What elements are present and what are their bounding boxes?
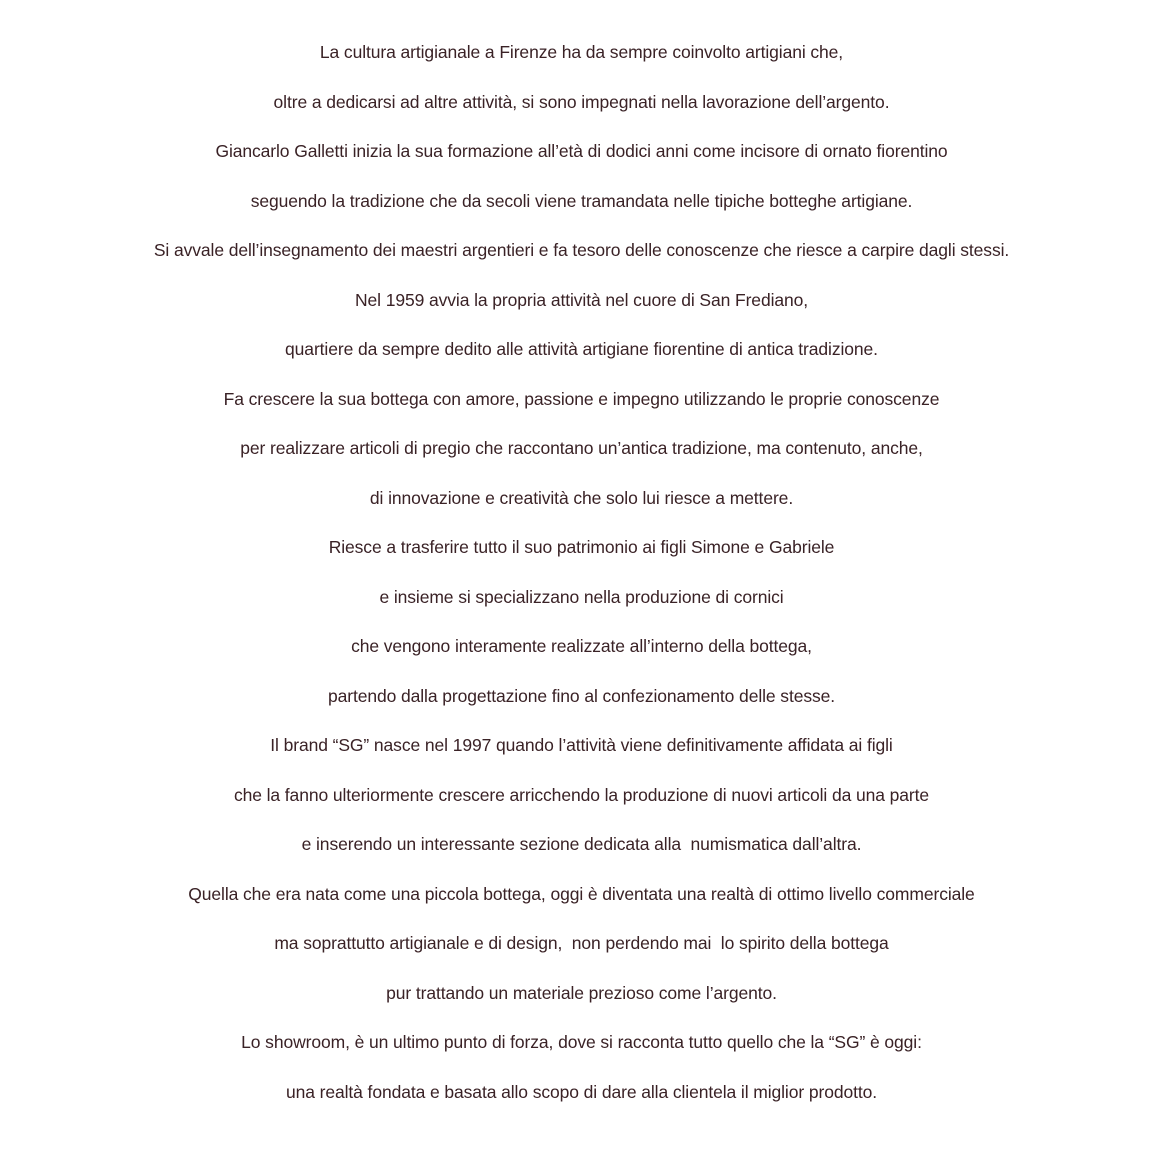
text-line: ma soprattutto artigianale e di design, non perdendo mai lo spirito della bottega	[274, 933, 889, 953]
text-line: una realtà fondata e basata allo scopo di dare alla clientela il miglior prodotto.	[285, 1081, 878, 1102]
text-line: La cultura artigianale a Firenze ha da sempre coinvolto artigiani che,	[319, 42, 844, 62]
text-line: che vengono interamente realizzate all’interno della bottega,	[351, 636, 812, 656]
history-text-block	[0, 37, 1163, 1126]
text-line: Quella che era nata come una piccola bottega, oggi è diventata una realtà di ottimo livello commerciale	[188, 883, 975, 904]
text-line: pur trattando un materiale prezioso come l’argento.	[386, 982, 777, 1003]
text-line: per realizzare articoli di pregio che raccontano un’antica tradizione, ma contenuto, anche,	[240, 438, 923, 458]
text-line: di innovazione e creatività che solo lui riesce a mettere.	[369, 487, 794, 508]
text-line: Lo showroom, è un ultimo punto di forza, dove si racconta tutto quello che la “SG” è oggi:	[241, 1032, 922, 1052]
text-line: e insieme si specializzano nella produzione di cornici	[379, 586, 784, 607]
text-line: Si avvale dell’insegnamento dei maestri argentieri e fa tesoro delle conoscenze che riesce a carpire dagli stessi.	[153, 240, 1010, 260]
text-line: quartiere da sempre dedito alle attività artigiane fiorentine di antica tradizione.	[285, 339, 878, 359]
text-line: e inserendo un interessante sezione dedicata alla numismatica dall’altra.	[301, 834, 862, 854]
text-line: seguendo la tradizione che da secoli viene tramandata nelle tipiche botteghe artigiane.	[250, 190, 913, 211]
text-line: oltre a dedicarsi ad altre attività, si sono impegnati nella lavorazione dell’argento.	[273, 91, 890, 112]
text-line: Il brand “SG” nasce nel 1997 quando l’attività viene definitivamente affidata ai figli	[270, 735, 893, 755]
text-line: Giancarlo Galletti inizia la sua formazione all’età di dodici anni come incisore di ornato fiorentino	[215, 141, 948, 161]
text-line: partendo dalla progettazione fino al confezionamento delle stesse.	[327, 685, 836, 706]
text-line: Fa crescere la sua bottega con amore, passione e impegno utilizzando le proprie conoscenze	[223, 388, 940, 409]
text-line: che la fanno ulteriormente crescere arricchendo la produzione di nuovi articoli da una parte	[233, 784, 930, 805]
text-line: Nel 1959 avvia la propria attività nel cuore di San Frediano,	[354, 289, 809, 310]
text-line: Riesce a trasferire tutto il suo patrimonio ai figli Simone e Gabriele	[328, 537, 835, 557]
